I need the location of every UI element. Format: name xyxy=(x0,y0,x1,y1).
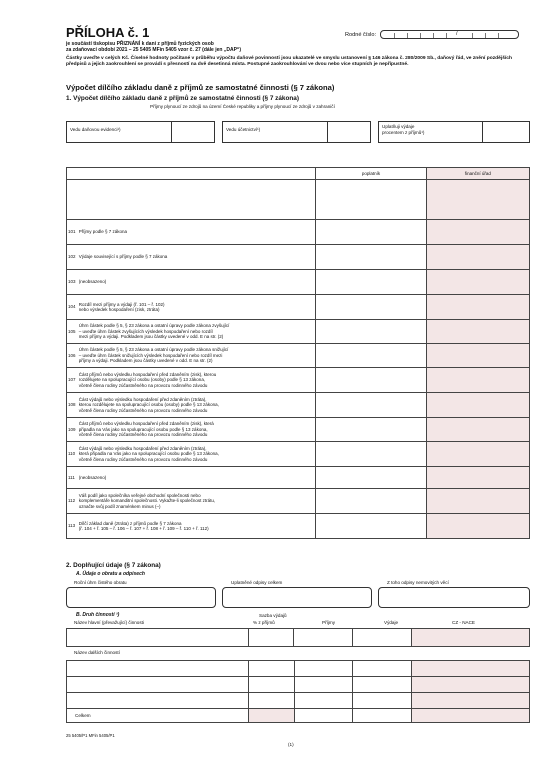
field-vydaje-label-2: procentem z příjmů¹) xyxy=(382,130,425,135)
a-col1-label: Roční úhrn čistého obratu xyxy=(74,580,127,585)
row-label: Příjmy podle § 7 zákona xyxy=(78,220,316,245)
row-poplatnik-value[interactable] xyxy=(316,270,426,295)
table-row xyxy=(67,393,530,418)
dalsi-cinnost-prijmy[interactable] xyxy=(294,693,353,709)
b-col2-label-1: Sazba výdajů xyxy=(259,613,287,618)
row-number: 104 xyxy=(67,295,78,320)
dalsi-cinnost-name[interactable] xyxy=(67,661,249,677)
hlavni-cinnost-name[interactable] xyxy=(67,629,249,647)
table-header-label xyxy=(67,168,316,180)
field-danova-evidence xyxy=(66,121,215,143)
a-col3-label: Z toho odpisy nemovitých věcí xyxy=(387,580,449,585)
row-number: 102 xyxy=(67,245,78,270)
section2a-heading: A. Údaje o obratu a odpisech xyxy=(76,571,145,577)
row-urad-value xyxy=(426,442,529,467)
column-poplatnik: poplatník xyxy=(316,168,426,180)
b-col1-label: Název hlavní (převažující) činnosti xyxy=(74,620,144,625)
checkbox-danova-evidence[interactable] xyxy=(171,121,215,143)
form-code: 25 5405/P1 MFin 5405/P1 xyxy=(66,733,115,738)
row-urad-value xyxy=(426,220,529,245)
row-number: 112 xyxy=(67,489,78,514)
table-row xyxy=(67,489,530,514)
section2-heading: 2. Doplňující údaje (§ 7 zákona) xyxy=(66,562,161,569)
row-poplatnik-value[interactable] xyxy=(316,514,426,539)
field-ucetnictvi-label: Vedu účetnictví¹) xyxy=(226,127,261,132)
checkbox-vydaje-procentem[interactable] xyxy=(482,121,530,143)
row-label: Část příjmů nebo výsledku hospodaření před zdaněním (zisk), kterou rozdělujete na spolupracující osobu (osoby) podle § 13 zákona, včetně člena rodiny zúčastněného na provozu rodinného závodu xyxy=(78,368,316,393)
blank-urad-cell xyxy=(426,180,529,220)
field-vydaje-label-1: Uplatňuji výdaje xyxy=(382,124,415,129)
table-row xyxy=(67,180,530,220)
row-poplatnik-value[interactable] xyxy=(316,368,426,393)
blank-label-cell xyxy=(67,180,316,220)
row-label: (neobsazeno) xyxy=(78,270,316,295)
row-label: Úhrn částek podle § 5, § 23 zákona a ostatní úpravy podle zákona zvyšující – uveďte úhrn částek zvyšujících výsledek hospodaření nebo rozdíl mezi příjmy a výdaji. Podkladem jsou částky uvedené v odd. E na str. (2) xyxy=(78,320,316,344)
row-poplatnik-value[interactable] xyxy=(316,418,426,442)
dalsi-cinnost-prijmy[interactable] xyxy=(294,661,353,677)
b-col4-label: Výdaje xyxy=(384,620,399,625)
dalsi-cinnost-name[interactable] xyxy=(67,693,249,709)
hlavni-cinnost-row xyxy=(66,628,530,647)
row-poplatnik-value[interactable] xyxy=(316,393,426,418)
row-urad-value xyxy=(426,295,529,320)
table-row xyxy=(67,514,530,539)
checkbox-ucetnictvi[interactable] xyxy=(327,121,371,143)
dalsi-cinnost-vydaje[interactable] xyxy=(353,693,412,709)
rodne-cislo-separator: / xyxy=(456,31,458,37)
table-header-row xyxy=(67,168,530,180)
dalsi-cinnost-vydaje[interactable] xyxy=(353,661,412,677)
table-row xyxy=(67,295,530,320)
odpisy-nemovitosti-input[interactable] xyxy=(378,587,530,608)
row-poplatnik-value[interactable] xyxy=(316,344,426,368)
celkem-vydaje[interactable] xyxy=(353,709,412,723)
row-urad-value xyxy=(426,320,529,344)
table-row xyxy=(67,220,530,245)
column-financni-urad: finanční úřad xyxy=(426,168,529,180)
b-col5-label: CZ - NACE xyxy=(452,620,475,625)
row-number: 113 xyxy=(67,514,78,539)
row-poplatnik-value[interactable] xyxy=(316,442,426,467)
dalsi-cinnost-nace[interactable] xyxy=(412,693,530,709)
row-number: 110 xyxy=(67,442,78,467)
dalsi-cinnost-sazba[interactable] xyxy=(248,677,294,693)
dalsi-cinnost-vydaje[interactable] xyxy=(353,677,412,693)
b-col2-label-2: % z příjmů xyxy=(253,620,275,625)
row-number: 103 xyxy=(67,270,78,295)
celkem-nace xyxy=(412,709,530,723)
subtitle-line2: za zdaňovací období 2021 – 25 5405 MFin 5405 vzor č. 27 (dále jen „DAP“) xyxy=(66,47,242,53)
row-number: 106 xyxy=(67,344,78,368)
table-row xyxy=(67,418,530,442)
a-col2-label: Uplatněné odpisy celkem xyxy=(231,580,283,585)
row-number: 107 xyxy=(67,368,78,393)
row-urad-value xyxy=(426,344,529,368)
table-row xyxy=(67,467,530,489)
rodne-cislo-label: Rodné číslo: xyxy=(345,32,377,38)
row-poplatnik-value[interactable] xyxy=(316,295,426,320)
dalsi-cinnost-name[interactable] xyxy=(67,677,249,693)
row-urad-value xyxy=(426,393,529,418)
table-row xyxy=(67,245,530,270)
row-label: Část výdajů nebo výsledku hospodaření před zdaněním (ztráta), která připadla na Vás jako na spolupracující osobu podle § 13 zákona, včetně člena rodiny zúčastněného na provozu rodinného závodu xyxy=(78,442,316,467)
section2b-heading: B. Druh činností ²) xyxy=(76,612,120,618)
row-label: (neobsazeno) xyxy=(78,467,316,489)
odpisy-celkem-input[interactable] xyxy=(222,587,372,608)
page-title: PŘÍLOHA č. 1 xyxy=(66,25,150,40)
b-other-label: Název dalších činností xyxy=(74,650,120,655)
table-row xyxy=(67,693,530,709)
row-label: Část výdajů nebo výsledku hospodaření před zdaněním (ztráta), kterou rozdělujete na spolupracující osobu (osoby) podle § 13 zákona, včetně člena rodiny zúčastněného na provozu rodinného závodu xyxy=(78,393,316,418)
row-number: 101 xyxy=(67,220,78,245)
dalsi-cinnost-sazba[interactable] xyxy=(248,693,294,709)
row-urad-value xyxy=(426,467,529,489)
row-number: 105 xyxy=(67,320,78,344)
celkem-label: Celkem xyxy=(67,709,249,723)
dalsi-cinnost-nace[interactable] xyxy=(412,677,530,693)
subtitle-line1: je součástí tiskopisu PŘIZNÁNÍ k dani z příjmů fyzických osob xyxy=(66,41,214,47)
section1-heading: 1. Výpočet dílčího základu daně z příjmů ze samostatné činnosti (§ 7 zákona) xyxy=(66,95,299,102)
celkem-sazba xyxy=(248,709,294,723)
row-poplatnik-value[interactable] xyxy=(316,489,426,514)
row-number: 108 xyxy=(67,393,78,418)
section1-subheading: Příjmy plynoucí ze zdrojů na území České republiky a příjmy plynoucí ze zdrojů v zahraničí xyxy=(150,104,335,109)
row-label: Úhrn částek podle § 5, § 23 zákona a ostatní úpravy podle zákona snižující – uveďte úhrn částek snižujících výsledek hospodaření nebo rozdíl mezi příjmy a výdaji. Podkladem jsou částky uvedené v odd. E na str. (2) xyxy=(78,344,316,368)
hlavni-cinnost-nace[interactable] xyxy=(412,629,530,647)
table-row xyxy=(67,344,530,368)
row-urad-value xyxy=(426,418,529,442)
row-label: Část příjmů nebo výsledku hospodaření před zdaněním (zisk), která připadla na Vás jako na spolupracující osobu podle § 13 zákona, včetně člena rodiny zúčastněného na provozu rodinného závodu xyxy=(78,418,316,442)
hlavni-cinnost-prijmy[interactable] xyxy=(294,629,353,647)
celkem-prijmy[interactable] xyxy=(294,709,353,723)
hlavni-cinnost-sazba[interactable] xyxy=(248,629,294,647)
row-urad-value xyxy=(426,270,529,295)
row-number: 109 xyxy=(67,418,78,442)
table-row xyxy=(67,368,530,393)
dalsi-cinnosti-table xyxy=(66,660,530,723)
row-urad-value xyxy=(426,245,529,270)
table-row xyxy=(67,661,530,677)
rodne-cislo-field[interactable] xyxy=(380,30,519,39)
dalsi-cinnost-nace[interactable] xyxy=(412,661,530,677)
table-row xyxy=(67,677,530,693)
dalsi-cinnost-prijmy[interactable] xyxy=(294,677,353,693)
row-urad-value xyxy=(426,489,529,514)
row-label: Dílčí základ daně (ztráta) z příjmů podle § 7 zákona (ř. 104 + ř. 105 – ř. 106 – ř. 107 + ř. 108 + ř. 109 – ř. 110 + ř. 112) xyxy=(78,514,316,539)
obrat-input[interactable] xyxy=(66,587,216,608)
row-poplatnik-value[interactable] xyxy=(316,220,426,245)
row-label: Výdaje související s příjmy podle § 7 zákona xyxy=(78,245,316,270)
row-label: Rozdíl mezi příjmy a výdaji (ř. 101 – ř. 102) nebo výsledek hospodaření (zisk, ztráta) xyxy=(78,295,316,320)
dalsi-cinnost-sazba[interactable] xyxy=(248,661,294,677)
row-poplatnik-value[interactable] xyxy=(316,245,426,270)
row-poplatnik-value[interactable] xyxy=(316,320,426,344)
notice-text: Částky uveďte v celých Kč. Číselné hodnoty počítané v průběhu výpočtu daňové povinnosti jsou ukazatelé ve smyslu ustanovení § 146 zákona č. 280/2009 Sb., daňový řád, ve znění pozdějších předpisů a jejich zaokrouhlení se provádí s přesností na dvě desetinná místa. Postupné zaokrouhlování ve dvou nebo více stupních je nepřípustné. xyxy=(66,56,512,68)
section-title: Výpočet dílčího základu daně z příjmů ze samostatné činnosti (§ 7 zákona) xyxy=(66,83,335,92)
field-ucetnictvi xyxy=(222,121,371,143)
table-row xyxy=(67,270,530,295)
celkem-row xyxy=(67,709,530,723)
page-number: (1) xyxy=(288,742,294,747)
blank-poplatnik-cell xyxy=(316,180,426,220)
hlavni-cinnost-vydaje[interactable] xyxy=(353,629,412,647)
field-vydaje-procentem xyxy=(378,121,530,143)
row-poplatnik-value[interactable] xyxy=(316,467,426,489)
main-table xyxy=(66,167,530,539)
row-label: Váš podíl jako společníka veřejné obchodní společnosti nebo komplementáře komanditní společnosti. Vykažte-li společnost ztrátu, označte svůj podíl znaménkem minus (–) xyxy=(78,489,316,514)
row-urad-value xyxy=(426,368,529,393)
table-row xyxy=(67,320,530,344)
table-row xyxy=(67,442,530,467)
row-urad-value xyxy=(426,514,529,539)
row-number: 111 xyxy=(67,467,78,489)
b-col3-label: Příjmy xyxy=(322,620,336,625)
field-danova-evidence-label: Vedu daňovou evidenci¹) xyxy=(70,127,121,132)
